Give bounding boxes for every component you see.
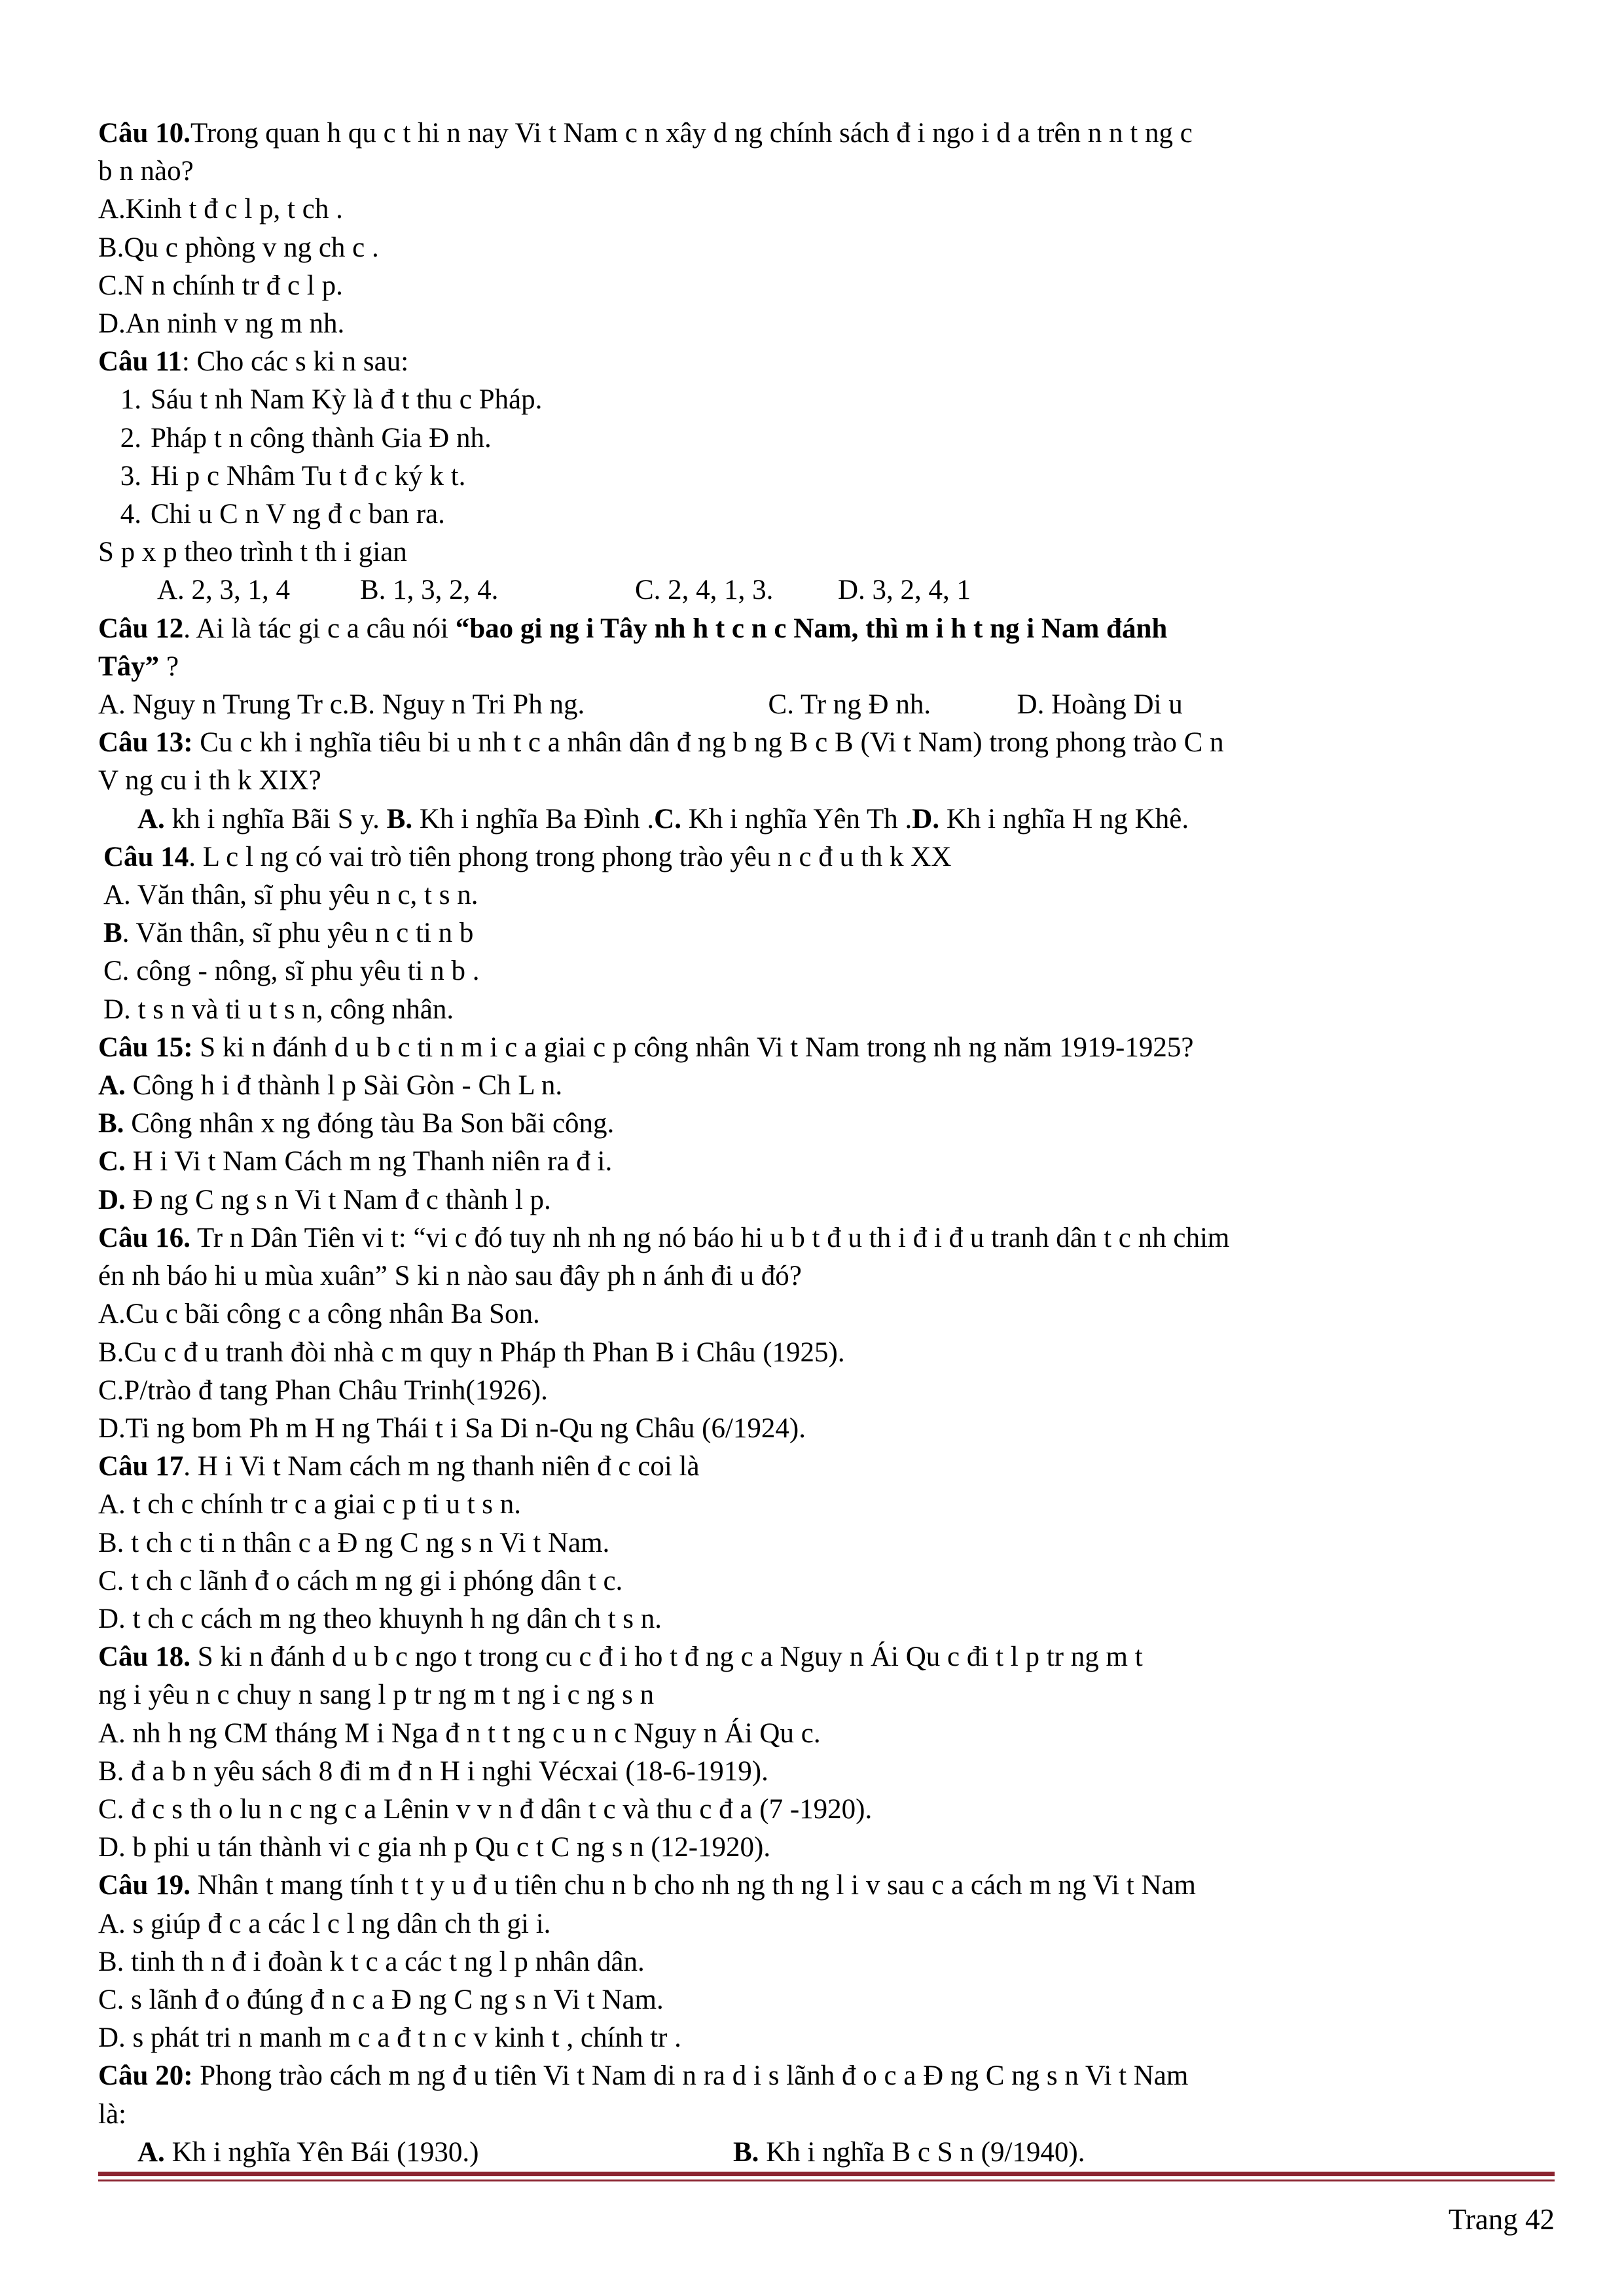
- question-label: Câu 16.: [98, 1222, 190, 1253]
- quote: “bao gi ng i Tây nh h t c n c Nam, thì m i h t ng i Nam đánh: [455, 613, 1168, 644]
- question-label: Câu 17: [98, 1451, 184, 1482]
- option-letter: C.: [654, 803, 681, 834]
- list-item-text: Hi p c Nhâm Tu t đ c ký k t.: [151, 460, 466, 492]
- question-16: [98, 1219, 1555, 1257]
- option-c: C. 2, 4, 1, 3.: [635, 575, 774, 606]
- option-d: D. s phát tri n manh m c a đ t n c v kinh t , chính tr .: [98, 2022, 681, 2054]
- question-19: [98, 1867, 1555, 1905]
- option-a: A. nh h ng CM tháng M i Nga đ n t t ng c u n c Nguy n Ái Qu c.: [98, 1717, 821, 1749]
- option-text: Công nhân x ng đóng tàu Ba Son bãi công.: [124, 1108, 615, 1139]
- question-text: Nhân t mang tính t t y u đ u tiên chu n b cho nh ng th ng l i v sau c a cách m ng Vi t Nam: [190, 1870, 1196, 1901]
- footer-divider: [98, 2172, 1555, 2176]
- question-label: Câu 13:: [98, 727, 193, 759]
- question-label: Câu 11: [98, 346, 182, 378]
- page-number: Trang 42: [1448, 2203, 1555, 2236]
- question-label: Câu 19.: [98, 1870, 190, 1901]
- quote-cont: Tây”: [98, 651, 160, 682]
- option-text: Văn thân, sĩ phu yêu n c, t s n.: [130, 880, 478, 911]
- question-text: Trong quan h qu c t hi n nay Vi t Nam c n xây d ng chính sách đ i ngo i d a trên n n t ng c: [190, 118, 1193, 149]
- option-letter: C.: [98, 1146, 126, 1177]
- question-18: [98, 1638, 1555, 1676]
- option-text: H i Vi t Nam Cách m ng Thanh niên ra đ i.: [125, 1146, 613, 1177]
- option-text: . Văn thân, sĩ phu yêu n c ti n b: [122, 918, 474, 949]
- option-b: B. đ a b n yêu sách 8 đi m đ n H i nghi Vécxai (18-6-1919).: [98, 1755, 768, 1787]
- list-item-text: Sáu t nh Nam Kỳ là đ t thu c Pháp.: [151, 384, 543, 416]
- option-d: D.An ninh v ng m nh.: [98, 308, 345, 340]
- list-item-text: Pháp t n công thành Gia Đ nh.: [151, 422, 492, 454]
- option-c: C. Tr ng Đ nh.: [768, 689, 931, 721]
- option-b: B.Cu c đ u tranh đòi nhà c m quy n Pháp th Phan B i Châu (1925).: [98, 1336, 845, 1368]
- option-a: [137, 2134, 733, 2172]
- option-b: B. t ch c ti n thân c a Đ ng C ng s n Vi t Nam.: [98, 1527, 610, 1558]
- question-text-cont: V ng cu i th k XIX?: [98, 765, 321, 797]
- option-c: Kh i nghĩa Yên Th .: [681, 803, 912, 834]
- option-letter: A.: [137, 803, 165, 834]
- option-d: Kh i nghĩa H ng Khê.: [939, 803, 1189, 834]
- question-15: [98, 1029, 1555, 1067]
- question-text: : Cho các s ki n sau:: [181, 346, 409, 378]
- option-b: Kh i nghĩa Ba Đình .: [412, 803, 655, 834]
- question-20: [98, 2057, 1555, 2095]
- question-13: [98, 724, 1555, 762]
- option-b: [733, 2137, 1085, 2168]
- option-c: [98, 952, 1555, 990]
- question-17: [98, 1448, 1555, 1486]
- option-letter: D.: [98, 1184, 126, 1215]
- option-b: [98, 914, 1555, 952]
- list-item-number: 1.: [120, 384, 141, 416]
- question-12: [98, 610, 1555, 648]
- options-row: [98, 2134, 1555, 2172]
- list-item: [98, 457, 1555, 495]
- option-a: A.Cu c bãi công c a công nhân Ba Son.: [98, 1299, 540, 1330]
- option-d: D.Ti ng bom Ph m H ng Thái t i Sa Di n-Qu ng Châu (6/1924).: [98, 1412, 806, 1444]
- option-d: D. t ch c cách m ng theo khuynh h ng dân ch t s n.: [98, 1603, 662, 1634]
- option-a: [98, 876, 1555, 914]
- option-b: B.Qu c phòng v ng ch c .: [98, 232, 379, 263]
- list-item-number: 3.: [120, 460, 141, 492]
- option-letter: A.: [98, 1070, 126, 1102]
- question-text-cont: ng i yêu n c chuy n sang l p tr ng m t ng i c ng s n: [98, 1679, 655, 1711]
- option-d: D. 3, 2, 4, 1: [838, 575, 971, 606]
- option-c: C. t ch c lãnh đ o cách m ng gi i phóng dân t c.: [98, 1565, 623, 1596]
- option-letter: A.: [103, 880, 131, 911]
- option-text: Kh i nghĩa B c S n (9/1940).: [759, 2136, 1085, 2168]
- option-a: A. t ch c chính tr c a giai c p ti u t s n.: [98, 1489, 522, 1520]
- question-label: Câu 14: [103, 841, 189, 872]
- option-d: D. b phi u tán thành vi c gia nh p Qu c t C ng s n (12-1920).: [98, 1832, 771, 1863]
- option-letter: B.: [386, 803, 413, 834]
- question-label: Câu 12: [98, 613, 184, 644]
- option-text: t s n và ti u t s n, công nhân.: [130, 994, 454, 1025]
- option-d: [98, 1181, 1555, 1219]
- question-text: . L c l ng có vai trò tiên phong trong phong trào yêu n c đ u th k XX: [189, 841, 952, 872]
- question-text-cont: b n nào?: [98, 156, 194, 187]
- question-11: [98, 343, 1555, 381]
- question-label: Câu 20:: [98, 2060, 193, 2092]
- question-text: . Ai là tác gi c a câu nói: [183, 613, 456, 644]
- question-text: Phong trào cách m ng đ u tiên Vi t Nam di n ra d i s lãnh đ o c a Đ ng C ng s n Vi t Nam: [192, 2060, 1189, 2092]
- option-a: A. s giúp đ c a các l c l ng dân ch th gi i.: [98, 1908, 551, 1939]
- question-tail: ?: [159, 651, 179, 682]
- option-d: D. Hoàng Di u: [1017, 689, 1183, 721]
- question-text: Tr n Dân Tiên vi t: “vi c đó tuy nh nh ng nó báo hi u b t đ u th i đ i đ u tranh dân t c nh chim: [190, 1222, 1230, 1253]
- question-text: . H i Vi t Nam cách m ng thanh niên đ c coi là: [183, 1451, 700, 1482]
- option-c: C. s lãnh đ o đúng đ n c a Đ ng C ng s n Vi t Nam.: [98, 1984, 664, 2015]
- option-text: Kh i nghĩa Yên Bái (1930.): [164, 2136, 479, 2168]
- question-14: [98, 838, 1555, 876]
- option-a: A.Kinh t đ c l p, t ch .: [98, 194, 343, 225]
- option-letter: B.: [98, 1108, 124, 1139]
- question-text: Cu c kh i nghĩa tiêu bi u nh t c a nhân dân đ ng b ng B c B (Vi t Nam) trong phong trào C n: [192, 727, 1224, 759]
- option-b: B. tinh th n đ i đoàn k t c a các t ng l p nhân dân.: [98, 1946, 645, 1977]
- question-text-cont: [98, 648, 1555, 686]
- option-b: B. 1, 3, 2, 4.: [360, 575, 499, 606]
- list-item-number: 4.: [120, 499, 141, 530]
- question-label: Câu 18.: [98, 1641, 190, 1673]
- options-row: [98, 686, 1555, 724]
- list-item: [98, 381, 1555, 419]
- options-row: [98, 571, 1555, 609]
- option-d: [98, 991, 1555, 1029]
- list-item: [98, 495, 1555, 533]
- question-text-cont: là:: [98, 2098, 126, 2130]
- option-text: Đ ng C ng s n Vi t Nam đ c thành l p.: [125, 1184, 551, 1215]
- option-letter: D.: [103, 994, 131, 1025]
- option-letter: B.: [733, 2136, 759, 2168]
- options-row: [98, 800, 1555, 838]
- option-text: Công h i đ thành l p Sài Gòn - Ch L n.: [125, 1070, 563, 1102]
- option-a: kh i nghĩa Bãi S y.: [164, 803, 380, 834]
- option-a: A. Nguy n Trung Tr c.: [98, 689, 350, 721]
- footer-divider-thin: [98, 2179, 1555, 2181]
- list-item: [98, 420, 1555, 457]
- option-a: [98, 1067, 1555, 1105]
- option-c: C. đ c s th o lu n c ng c a Lênin v v n đ dân t c và thu c đ a (7 -1920).: [98, 1793, 873, 1825]
- question-text: S ki n đánh d u b c ngo t trong cu c đ i ho t đ ng c a Nguy n Ái Qu c đi t l p tr ng m t: [190, 1641, 1143, 1673]
- question-10: [98, 115, 1555, 152]
- question-text-cont: én nh báo hi u mùa xuân” S ki n nào sau đây ph n ánh đi u đó?: [98, 1261, 802, 1292]
- option-c: C.N n chính tr đ c l p.: [98, 270, 343, 301]
- option-letter: C.: [103, 956, 130, 987]
- option-b: B. Nguy n Tri Ph ng.: [349, 689, 585, 721]
- option-a: A. 2, 3, 1, 4: [157, 575, 291, 606]
- option-letter: B: [103, 918, 122, 949]
- question-prompt: S p x p theo trình t th i gian: [98, 537, 407, 568]
- option-text: công - nông, sĩ phu yêu ti n b .: [129, 956, 480, 987]
- document-body: [98, 115, 1555, 2172]
- question-label: Câu 10.: [98, 118, 190, 149]
- list-item-text: Chi u C n V ng đ c ban ra.: [151, 499, 445, 530]
- question-text: S ki n đánh d u b c ti n m i c a giai c p công nhân Vi t Nam trong nh ng năm 1919-1925?: [192, 1031, 1194, 1063]
- option-c: C.P/trào đ tang Phan Châu Trinh(1926).: [98, 1374, 548, 1406]
- question-label: Câu 15:: [98, 1031, 193, 1063]
- option-letter: D.: [912, 803, 940, 834]
- option-b: [98, 1105, 1555, 1143]
- list-item-number: 2.: [120, 422, 141, 454]
- option-letter: A.: [137, 2136, 165, 2168]
- option-c: [98, 1143, 1555, 1181]
